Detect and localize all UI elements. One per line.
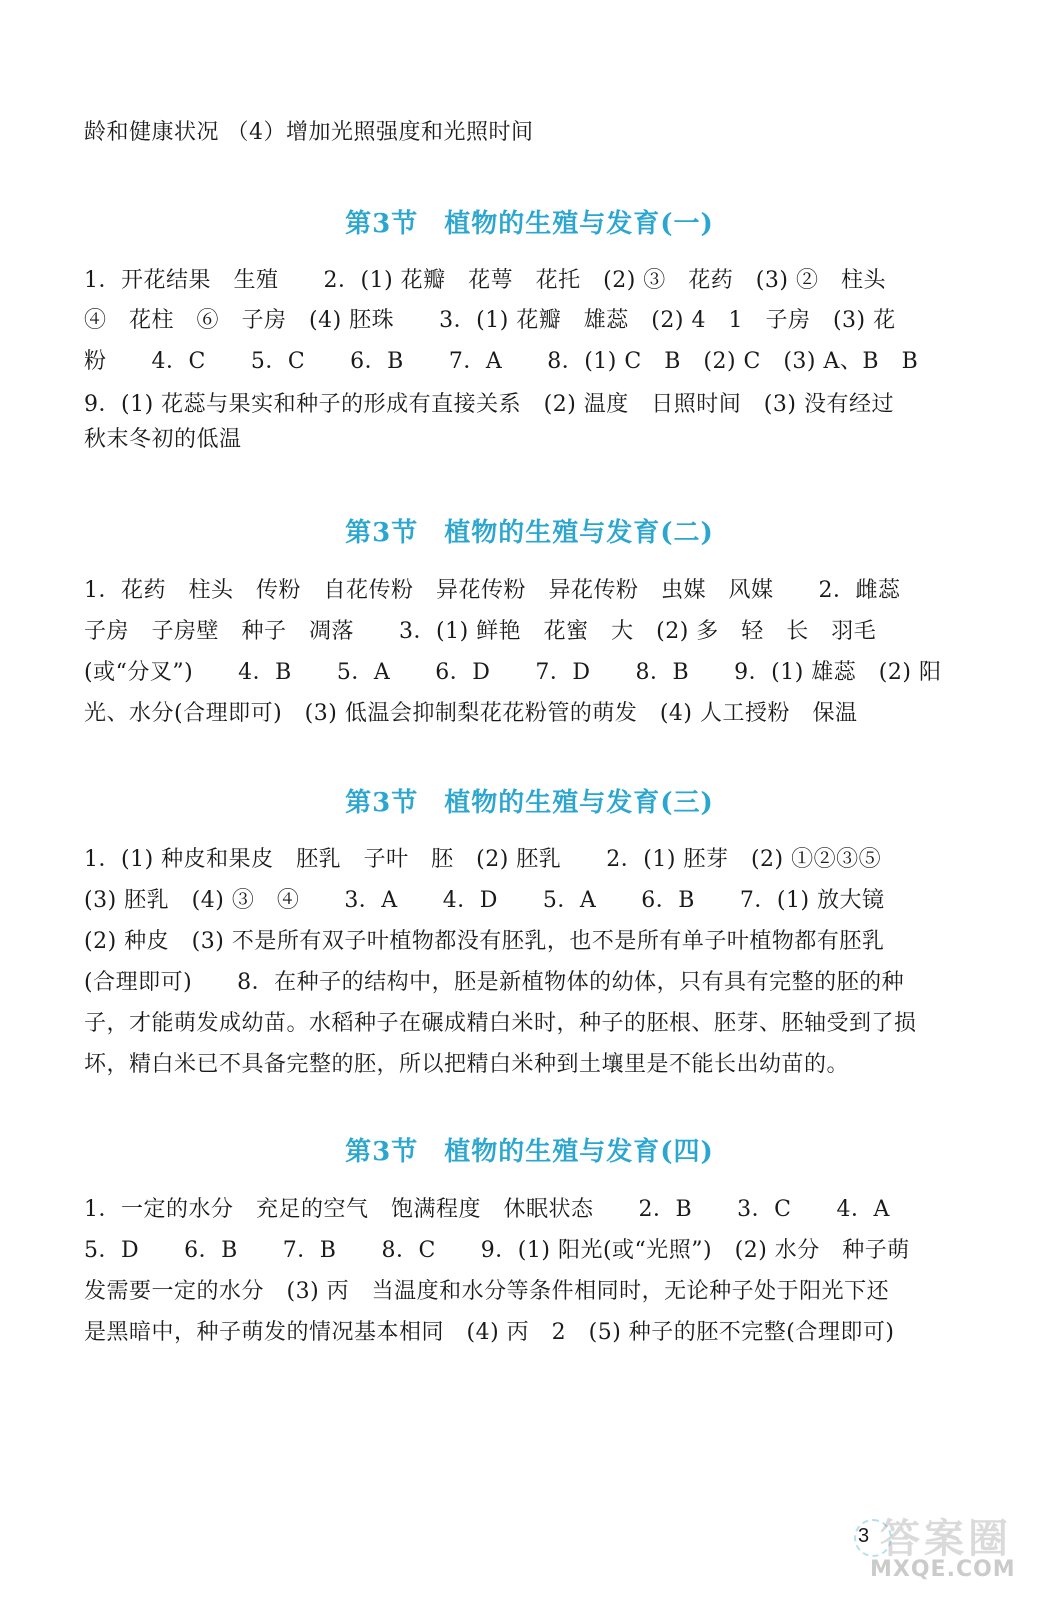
- section-title: 植物的生殖与发育(一): [444, 209, 714, 239]
- section-heading-4: [0, 1131, 1059, 1168]
- section-title: 植物的生殖与发育(四): [444, 1137, 714, 1167]
- answer-line: 5．D 6．B 7．B 8．C 9．(1) 阳光(或“光照”) (2) 水分 种子萌: [84, 1238, 910, 1263]
- section-heading-3: [0, 782, 1059, 819]
- watermark-title: 答案圈: [880, 1516, 1012, 1562]
- continued-answer-line: 龄和健康状况 （4）增加光照强度和光照时间: [84, 120, 534, 145]
- answer-line: 子，才能萌发成幼苗。水稻种子在碾成精白米时，种子的胚根、胚芽、胚轴受到了损: [84, 1011, 917, 1036]
- answer-line: (2) 种皮 (3) 不是所有双子叶植物都没有胚乳，也不是所有单子叶植物都有胚乳: [84, 929, 885, 954]
- answer-line: 9．(1) 花蕊与果实和种子的形成有直接关系 (2) 温度 日照时间 (3) 没有经过: [84, 392, 894, 417]
- answer-line: (合理即可) 8．在种子的结构中，胚是新植物体的幼体，只有具有完整的胚的种: [84, 970, 905, 995]
- answer-line: (3) 胚乳 (4) ③ ④ 3．A 4．D 5．A 6．B 7．(1) 放大镜: [84, 888, 885, 913]
- answer-line: 粉 4．C 5．C 6．B 7．A 8．(1) C B (2) C (3) A、B B: [84, 349, 919, 374]
- answer-line: 光、水分(合理即可) (3) 低温会抑制梨花花粉管的萌发 (4) 人工授粉 保温: [84, 701, 858, 726]
- answer-line: 发需要一定的水分 (3) 丙 当温度和水分等条件相同时，无论种子处于阳光下还: [84, 1279, 890, 1304]
- watermark-url: MXQE.COM: [870, 1557, 1016, 1582]
- section-number: 第3节: [345, 209, 419, 239]
- section-number: 第3节: [345, 788, 419, 818]
- watermark-logo: [860, 1505, 1050, 1595]
- answer-line: 1．开花结果 生殖 2．(1) 花瓣 花萼 花托 (2) ③ 花药 (3) ② 柱头: [84, 268, 886, 293]
- section-number: 第3节: [345, 518, 419, 548]
- answer-line: (或“分叉”) 4．B 5．A 6．D 7．D 8．B 9．(1) 雄蕊 (2) 阳: [84, 660, 942, 685]
- section-heading-1: [0, 203, 1059, 240]
- page-number: 3: [858, 1525, 870, 1547]
- answer-line: ④ 花柱 ⑥ 子房 (4) 胚珠 3．(1) 花瓣 雄蕊 (2) 4 1 子房 (3) 花: [84, 308, 896, 333]
- answer-line: 1．一定的水分 充足的空气 饱满程度 休眠状态 2．B 3．C 4．A: [84, 1197, 890, 1222]
- answer-line: 是黑暗中，种子萌发的情况基本相同 (4) 丙 2 (5) 种子的胚不完整(合理即可): [84, 1320, 895, 1345]
- answer-line: 坏，精白米已不具备完整的胚，所以把精白米种到土壤里是不能长出幼苗的。: [84, 1052, 850, 1077]
- section-title: 植物的生殖与发育(二): [444, 518, 714, 548]
- answer-line: 子房 子房壁 种子 凋落 3．(1) 鲜艳 花蜜 大 (2) 多 轻 长 羽毛: [84, 619, 877, 644]
- answer-line: 1．花药 柱头 传粉 自花传粉 异花传粉 异花传粉 虫媒 风媒 2．雌蕊: [84, 578, 901, 603]
- answer-line: 1．(1) 种皮和果皮 胚乳 子叶 胚 (2) 胚乳 2．(1) 胚芽 (2) ①②③⑤: [84, 847, 882, 872]
- section-title: 植物的生殖与发育(三): [444, 788, 714, 818]
- answer-line: 秋末冬初的低温: [84, 427, 242, 452]
- section-number: 第3节: [345, 1137, 419, 1167]
- section-heading-2: [0, 512, 1059, 549]
